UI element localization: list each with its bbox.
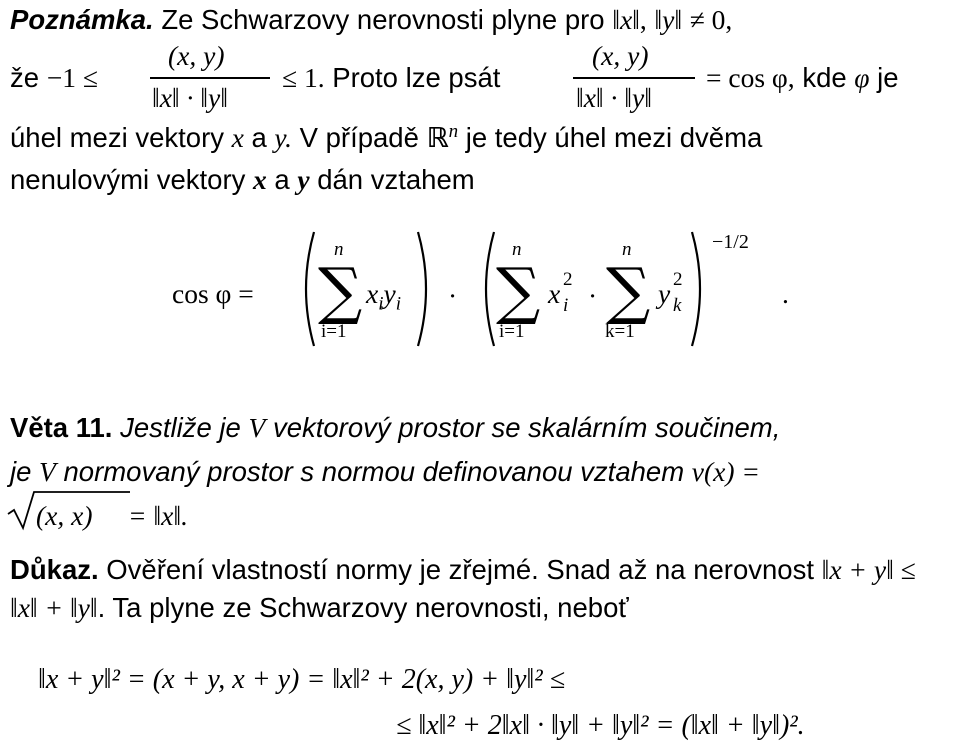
exponent-n: n — [448, 121, 459, 142]
veta-label: Věta 11. — [10, 412, 113, 443]
dukaz-label: Důkaz. — [10, 554, 99, 585]
norm-x-result: = ‖x‖. — [128, 500, 188, 531]
paren-right-1 — [414, 230, 436, 348]
uhel-text: úhel mezi vektory — [10, 122, 224, 154]
neq-zero: ≠ 0, — [689, 4, 733, 35]
norm-x: ‖x‖ — [612, 4, 640, 35]
sum2-sigma: ∑ — [496, 254, 541, 327]
sum2-upper: n — [512, 239, 522, 260]
term-xi-squared: x — [548, 278, 561, 309]
ze-word: že — [10, 62, 40, 93]
final-eq-line-1: ‖x + y‖² = (x + y, x + y) = ‖x‖² + 2(x, y) + ‖y‖² ≤ — [38, 664, 566, 695]
poznamka-line-4 — [10, 166, 475, 194]
minus-one-le: −1 ≤ — [46, 62, 98, 93]
eq-cos: = cos φ, — [706, 62, 795, 93]
term2-sub: i — [563, 295, 569, 316]
proto-text: Proto lze psát — [332, 62, 501, 93]
le-one-proto — [282, 64, 500, 92]
term-xiyi: $x_iy_i$ — [366, 278, 401, 315]
tedy-text: je tedy úhel mezi dvěma — [465, 122, 763, 154]
vector-x: x — [253, 164, 267, 195]
var-y: y. — [274, 122, 292, 154]
sum1-lower: i=1 — [321, 321, 347, 342]
nenulovymi-text: nenulovými vektory — [10, 164, 246, 195]
veta-text-2b: normovaný prostor s normou definovanou vztahem — [63, 456, 685, 487]
fraction-2-numerator: (x, y) — [592, 40, 649, 71]
term3-sub: k — [673, 295, 682, 316]
je-word: je — [877, 62, 899, 93]
phi-symbol: φ — [854, 62, 870, 93]
fraction-1-numerator: (x, y) — [168, 40, 225, 71]
term2-sup: 2 — [563, 269, 573, 290]
term-yk-squared: y — [658, 278, 671, 309]
sum1-sigma: ∑ — [318, 254, 363, 327]
sum2-lower: i=1 — [499, 321, 525, 342]
cos-phi-lhs: cos φ = — [172, 278, 254, 309]
space-V-2: V — [39, 456, 56, 487]
exponent-minus-half: −1/2 — [712, 231, 749, 253]
fraction-1-denominator: ‖x‖ · ‖y‖ — [152, 82, 228, 113]
sum3-upper: n — [622, 239, 632, 260]
term3-sup: 2 — [673, 269, 683, 290]
v-pripade: V případě — [299, 122, 419, 154]
space-V-1: V — [248, 412, 266, 443]
comma: , — [639, 4, 647, 35]
fraction-1-bar — [150, 77, 270, 79]
sqrt-body: (x, x) — [36, 500, 93, 531]
eq-cos-phi — [706, 64, 899, 92]
dot-2: · — [588, 280, 598, 311]
norm-xy-le: ‖x + y‖ ≤ — [821, 554, 916, 585]
norm-y: ‖y‖ — [654, 4, 683, 35]
dukaz-text-1: Ověření vlastností normy je zřejmé. Snad až na nerovnost — [106, 554, 814, 585]
dukaz-text-2: . Ta plyne ze Schwarzovy nerovnosti, neboť — [97, 592, 629, 623]
paren-right-2 — [688, 230, 710, 348]
fraction-2-bar — [573, 77, 695, 79]
final-eq-line-2: ≤ ‖x‖² + 2‖x‖ · ‖y‖ + ‖y‖² = (‖x‖ + ‖y‖)². — [396, 710, 805, 741]
nu-x-eq: ν(x) = — [691, 456, 760, 487]
vector-y: y — [297, 164, 310, 195]
le-one: ≤ 1. — [282, 62, 325, 93]
a-word: a — [251, 122, 267, 154]
sum1-upper: n — [334, 239, 344, 260]
poznamka-label: Poznámka. — [10, 4, 154, 35]
norm-sum: ‖x‖ + ‖y‖ — [10, 592, 98, 623]
dukaz-line-1 — [10, 556, 916, 584]
dukaz-line-2 — [10, 594, 629, 622]
poznamka-line-2 — [10, 64, 98, 92]
formula-period: . — [782, 278, 789, 309]
veta-text-1b: vektorový prostor se skalárním součinem, — [272, 412, 781, 443]
veta-line-2 — [10, 458, 760, 486]
poznamka-text-1: Ze Schwarzovy nerovnosti plyne pro — [161, 4, 605, 35]
dan-vztahem: dán vztahem — [317, 164, 475, 195]
veta-text-2a: je — [10, 456, 32, 487]
poznamka-line-1 — [10, 6, 732, 34]
sum3-lower: k=1 — [605, 321, 635, 342]
kde-word: kde — [802, 62, 847, 93]
real-numbers-symbol: ℝ — [426, 122, 449, 155]
a-word-2: a — [274, 164, 290, 195]
veta-text-1a: Jestliže je — [120, 412, 241, 443]
poznamka-line-3 — [10, 122, 762, 153]
fraction-2-denominator: ‖x‖ · ‖y‖ — [576, 82, 652, 113]
var-x: x — [231, 122, 244, 154]
sum3-sigma: ∑ — [606, 254, 651, 327]
dot-1: · — [448, 280, 458, 311]
paren-left-2 — [476, 230, 498, 348]
veta-line-1 — [10, 414, 780, 442]
paren-left-1 — [296, 230, 318, 348]
